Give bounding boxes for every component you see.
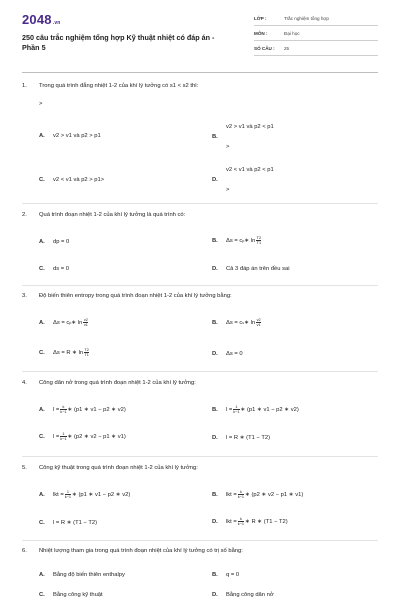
fraction-numerator: 1 xyxy=(235,405,238,409)
fraction xyxy=(256,318,261,327)
question-text: Công dãn nở trong quá trình đoạn nhiệt 1-2 của khí lý tưởng: xyxy=(39,380,196,386)
fraction xyxy=(256,236,261,245)
meta-class-row xyxy=(254,12,378,26)
fraction xyxy=(83,318,88,327)
q4-option-d[interactable] xyxy=(212,435,270,441)
q2-option-c[interactable] xyxy=(39,266,69,272)
question-number: 5. xyxy=(22,465,27,471)
formula-text: ∗ (p2 ∗ v2 − p1 ∗ v1) xyxy=(245,491,304,498)
question-text: Công kỹ thuật trong quá trình đoạn nhiệt 1-2 của khí lý tưởng: xyxy=(39,465,198,471)
q3-option-a[interactable] xyxy=(39,318,89,327)
option-letter: D. xyxy=(212,351,218,357)
option-letter: A. xyxy=(39,133,45,139)
option-text: ds = 0 xyxy=(53,266,69,272)
fraction-numerator: 1 xyxy=(66,490,69,494)
formula-text: ∗ ln xyxy=(244,237,256,244)
q1-option-b-letter[interactable] xyxy=(212,134,226,140)
option-text: Bằng độ biến thiên enthalpy xyxy=(53,572,125,578)
fraction-denominator: T1 xyxy=(84,353,89,357)
meta-count-label: SỐ CÂU : xyxy=(254,46,275,51)
document-title: 250 câu trắc nghiệm tổng hợp Kỹ thuật nhiệt có đáp án - Phần 5 xyxy=(22,33,215,52)
q3-option-d[interactable] xyxy=(212,351,243,357)
option-letter: B. xyxy=(212,237,218,244)
meta-class-label: LỚP : xyxy=(254,16,267,21)
option-text: v2 > v1 và p2 < p1 xyxy=(226,124,274,130)
q4-option-a[interactable] xyxy=(39,405,126,414)
option-letter: D. xyxy=(212,177,218,183)
formula-text: ∗ (p1 ∗ v1 − p2 ∗ v2) xyxy=(240,406,299,413)
option-text: v2 > v1 và p2 > p1 xyxy=(53,133,101,139)
q3-option-b[interactable] xyxy=(212,318,262,327)
header-divider xyxy=(22,72,378,73)
q6-option-d[interactable] xyxy=(212,592,274,598)
formula-text: ∗ (p1 ∗ v1 − p2 ∗ v2) xyxy=(67,406,126,413)
logo-text: 2048 xyxy=(22,12,52,27)
fraction-numerator: v2 xyxy=(83,318,88,322)
option-letter: C. xyxy=(39,592,45,598)
fraction-denominator: k−1 xyxy=(233,410,240,414)
q3-option-c[interactable] xyxy=(39,348,90,357)
q2-option-d[interactable] xyxy=(212,266,290,272)
q1-option-d-letter[interactable] xyxy=(212,177,226,183)
fraction-denominator: k−1 xyxy=(60,437,67,441)
logo-suffix: .vn xyxy=(52,20,61,26)
option-letter: D. xyxy=(212,592,218,598)
fraction-numerator: k xyxy=(62,405,65,409)
formula-text: Δs = R ∗ ln xyxy=(53,349,84,356)
formula-text: Δs = c xyxy=(53,319,70,326)
q5-option-c[interactable] xyxy=(39,520,97,526)
option-letter: B. xyxy=(212,319,218,326)
fraction xyxy=(238,517,244,526)
question-5 xyxy=(22,465,198,471)
option-letter: B. xyxy=(212,572,218,578)
fraction-denominator: k−1 xyxy=(60,410,67,414)
option-letter: A. xyxy=(39,572,45,578)
q5-option-b[interactable] xyxy=(212,490,303,499)
question-3 xyxy=(22,293,232,299)
option-letter: C. xyxy=(39,520,45,526)
option-text: dp = 0 xyxy=(53,239,70,245)
fraction-denominator: k−1 xyxy=(237,495,245,499)
question-text: Nhiệt lượng tham gia trong quá trình đoạn nhiệt của khí lý tưởng có trị số bằng: xyxy=(39,548,243,554)
question-number: 3. xyxy=(22,293,27,299)
option-text: l = R ∗ (T1 − T2) xyxy=(226,435,271,441)
question-number: 1. xyxy=(22,83,27,89)
formula-text: l = xyxy=(226,406,233,413)
formula-text: l = xyxy=(53,406,60,413)
question-separator xyxy=(22,456,378,457)
q5-option-a[interactable] xyxy=(39,490,130,499)
site-logo[interactable] xyxy=(22,12,61,27)
question-2 xyxy=(22,212,185,218)
option-letter: D. xyxy=(212,518,218,525)
question-1-extra: > xyxy=(39,101,43,107)
question-text: Trong quá trình đẳng nhiệt 1-2 của khí lý tưởng có s1 < s2 thì: xyxy=(39,83,199,89)
formula-subscript: v xyxy=(242,320,245,325)
meta-subject-label: MÔN : xyxy=(254,31,268,36)
option-letter: B. xyxy=(212,406,218,413)
q1-option-b[interactable] xyxy=(212,124,274,130)
fraction xyxy=(238,490,244,499)
q6-option-b[interactable] xyxy=(212,572,239,578)
fraction-denominator: k−1 xyxy=(64,495,72,499)
fraction-numerator: 1 xyxy=(62,432,65,436)
q1-option-c[interactable] xyxy=(39,177,104,183)
q1-option-d[interactable] xyxy=(212,167,274,173)
option-text: Bằng công kỹ thuật xyxy=(53,592,103,598)
option-letter: A. xyxy=(39,406,45,413)
option-text: v2 < v1 và p2 < p1 xyxy=(226,167,274,173)
question-number: 6. xyxy=(22,548,27,554)
formula-text: ∗ R ∗ (T1 − T2) xyxy=(245,518,288,525)
formula-text: ∗ ln xyxy=(244,319,256,326)
fraction-denominator: T1 xyxy=(256,241,262,245)
question-separator xyxy=(22,371,378,372)
q2-option-a[interactable] xyxy=(39,239,69,245)
question-6 xyxy=(22,548,243,554)
option-text: l = R ∗ (T1 − T2) xyxy=(53,520,98,526)
option-letter: A. xyxy=(39,319,45,326)
formula-text: Δs = c xyxy=(226,319,243,326)
fraction xyxy=(60,405,66,414)
option-letter: C. xyxy=(39,433,45,440)
meta-class-value: Trắc nghiệm tổng hợp xyxy=(284,16,329,21)
meta-subject-value: Đại học xyxy=(284,31,300,36)
option-text: Cả 3 đáp án trên đều sai xyxy=(226,266,290,272)
q4-option-b[interactable] xyxy=(212,405,299,414)
option-text: Bằng công dãn nở xyxy=(226,592,274,598)
option-letter: A. xyxy=(39,491,45,498)
fraction-numerator: k xyxy=(239,517,242,521)
fraction-denominator: v1 xyxy=(83,323,88,327)
q2-option-b[interactable] xyxy=(212,236,262,245)
fraction xyxy=(65,490,71,499)
formula-text: lkt = xyxy=(53,491,64,498)
q5-option-d[interactable] xyxy=(212,517,288,526)
formula-text: lkt = xyxy=(226,491,237,498)
formula-text: ∗ (p2 ∗ v2 − p1 ∗ v1) xyxy=(67,433,126,440)
question-separator xyxy=(22,540,378,541)
question-separator xyxy=(22,203,378,204)
fraction-denominator: v1 xyxy=(256,323,261,327)
q6-option-a[interactable] xyxy=(39,572,125,578)
option-letter: C. xyxy=(39,349,45,356)
formula-text: ∗ (p1 ∗ v1 − p2 ∗ v2) xyxy=(72,491,131,498)
option-letter: D. xyxy=(212,435,218,441)
option-text: Δs = 0 xyxy=(226,351,243,357)
question-text: Độ biến thiên entropy trong quá trình đoạn nhiệt 1-2 của khí lý tưởng bằng: xyxy=(39,293,232,299)
q1-option-b-extra: > xyxy=(226,144,230,150)
meta-count-row xyxy=(254,42,378,56)
formula-text: lkt = xyxy=(226,518,237,525)
fraction-denominator: k−1 xyxy=(237,522,245,526)
question-number: 4. xyxy=(22,380,27,386)
q4-option-c[interactable] xyxy=(39,432,126,441)
fraction-numerator: T2 xyxy=(84,348,89,352)
fraction xyxy=(60,432,66,441)
fraction xyxy=(233,405,239,414)
question-text: Quá trình đoạn nhiệt 1-2 của khí lý tưởng là quá trình có: xyxy=(39,212,186,218)
q1-option-d-extra: > xyxy=(226,187,230,193)
fraction-numerator: k xyxy=(239,490,242,494)
meta-count-value: 25 xyxy=(284,46,290,51)
formula-subscript: p xyxy=(69,320,72,325)
option-text: q = 0 xyxy=(226,572,240,578)
q6-option-c[interactable] xyxy=(39,592,103,598)
q1-option-a[interactable] xyxy=(39,133,101,139)
option-letter: B. xyxy=(212,491,218,498)
fraction xyxy=(84,348,89,357)
document-header xyxy=(0,0,400,68)
question-1 xyxy=(22,83,198,89)
question-number: 2. xyxy=(22,212,27,218)
question-4 xyxy=(22,380,196,386)
meta-subject-row xyxy=(254,27,378,41)
formula-subscript: p xyxy=(242,238,245,243)
fraction-numerator: T2 xyxy=(256,236,262,240)
fraction-numerator: v2 xyxy=(256,318,261,322)
option-letter: C. xyxy=(39,177,45,183)
option-text: v2 < v1 và p2 > p1> xyxy=(53,177,105,183)
option-letter: A. xyxy=(39,239,45,245)
formula-text: Δs = c xyxy=(226,237,243,244)
option-letter: C. xyxy=(39,266,45,272)
formula-text: l = xyxy=(53,433,60,440)
option-letter: B. xyxy=(212,134,218,140)
question-separator xyxy=(22,285,378,286)
option-letter: D. xyxy=(212,266,218,272)
formula-text: ∗ ln xyxy=(71,319,83,326)
